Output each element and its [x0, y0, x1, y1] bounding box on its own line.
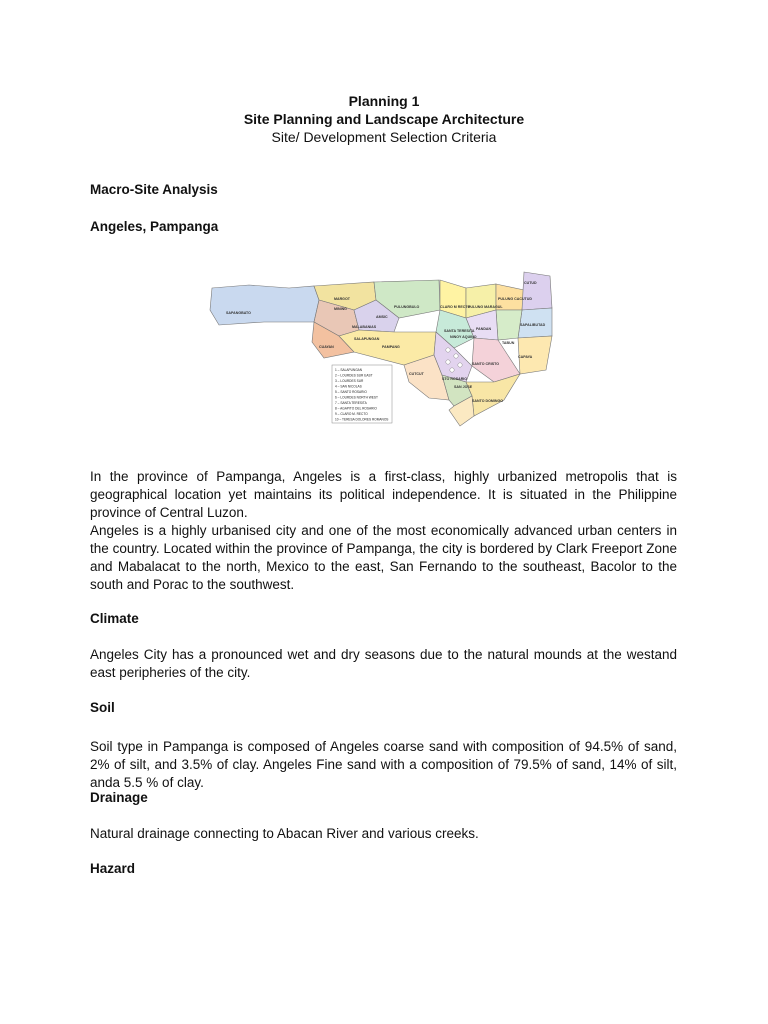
- map-graphic: [204, 270, 554, 428]
- map-label: SANTA TERESITA: [444, 329, 475, 333]
- map-label: TABUN: [502, 341, 515, 345]
- map-label: CUTCUT: [409, 372, 424, 376]
- legend-item: 7 – SANTA TERESITA: [335, 401, 367, 405]
- section-heading: Macro-Site Analysis: [90, 182, 218, 197]
- map-region-tabun: [496, 310, 522, 340]
- map-label: SAPALIBUTAD: [520, 323, 546, 327]
- map-region-sapangbato: [210, 285, 319, 325]
- drainage-heading: Drainage: [90, 790, 148, 805]
- map-label: NINOY AQUINO: [450, 335, 477, 339]
- legend-item: 10 – TERESA DOLORES ROMANOS: [335, 417, 389, 422]
- map-label: MALABANIAS: [352, 325, 377, 329]
- climate-paragraph: Angeles City has a pronounced wet and dry seasons due to the natural mounds at the westand east peripheries of the city.: [90, 647, 677, 680]
- map-label: CUTUD: [524, 281, 537, 285]
- map-label: MARGOT: [334, 297, 350, 301]
- map-label: PULUNG CACUTUD: [498, 297, 532, 301]
- legend-item: 4 – SAN NICOLAS: [335, 384, 362, 389]
- map-label: SANTO DOMINGO: [472, 399, 504, 403]
- map-label: SAPANGBATO: [226, 311, 251, 315]
- climate-heading: Climate: [90, 611, 139, 626]
- soil-heading: Soil: [90, 700, 115, 715]
- location-heading: Angeles, Pampanga: [90, 219, 219, 234]
- location-paragraph: Angeles is a highly urbanised city and one of the most economically advanced urban centers in the country. Located within the province of Pampanga, the city is bordered by Clark Freeport Zone and Mabalacat to the north, Mexico to the east, San Fernando to the southeast, Bacolor to the south and Porac to the southwest.: [90, 523, 677, 592]
- legend-item: 6 – LOURDES NORTH WEST: [335, 395, 378, 400]
- map-label: MINING: [334, 307, 347, 311]
- document-header: [0, 92, 768, 146]
- map-label: PULUNGBULO: [394, 305, 420, 309]
- map-legend: [332, 365, 392, 423]
- angeles-barangay-map: [204, 270, 554, 428]
- map-label: PANDAN: [476, 327, 492, 331]
- map-label: CLARO M RECTO: [440, 305, 471, 309]
- map-label: STO ROSARIO: [442, 377, 468, 381]
- document-title: Site Planning and Landscape Architecture: [243, 111, 525, 127]
- soil-paragraph: Soil type in Pampanga is composed of Angeles coarse sand with composition of 94.5% of sand, 2% of silt, and 3.5% of clay. Angeles Fine sand with a composition of 79.5% of sand, 14% of silt, anda 5.5 % of clay.: [90, 739, 677, 790]
- document-subtitle: Site/ Development Selection Criteria: [271, 129, 497, 145]
- legend-item: 8 – AGAPITO DEL ROSARIO: [335, 406, 377, 411]
- intro-paragraph: In the province of Pampanga, Angeles is a first-class, highly urbanized metropolis that is geographical location yet maintains its political independence. It is situated in the Philippine province of Central Luzon.: [90, 469, 677, 520]
- legend-item: 9 – CLARO M. RECTO: [335, 412, 368, 416]
- legend-item: 3 – LOURDES SUR: [335, 379, 364, 383]
- map-label: CAPAYA: [518, 355, 533, 359]
- map-label: SAN JOSE: [454, 385, 473, 389]
- map-label: AMSIC: [376, 315, 388, 319]
- course-title: Planning 1: [348, 93, 420, 109]
- map-region-capaya: [522, 272, 552, 310]
- legend-item: 1 – SALAPUNGAN: [335, 368, 363, 372]
- drainage-paragraph: Natural drainage connecting to Abacan River and various creeks.: [90, 826, 479, 841]
- map-label: PAMPANG: [382, 345, 400, 349]
- map-label: SANTO CRISTO: [472, 362, 500, 366]
- hazard-heading: Hazard: [90, 861, 136, 876]
- legend-item: 5 – SANTO ROSARIO: [335, 390, 367, 394]
- map-label: CUAYAN: [319, 345, 334, 349]
- map-label: PULUNG MARAGUL: [468, 305, 503, 309]
- legend-item: 2 – LOURDES SUR EAST: [335, 373, 373, 378]
- map-label: SALAPUNGAN: [354, 337, 380, 341]
